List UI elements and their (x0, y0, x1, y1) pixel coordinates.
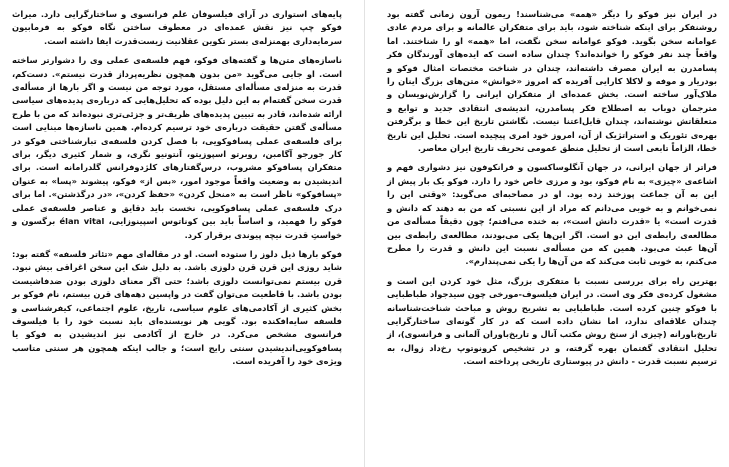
right-paragraph-2: فراتر از جهان ایرانی، در جهان آنگلوساکسون و فرانکوفون نیز دشواری فهم و اشاعه‌ی «چیزی» به نام فوکو، بود و مرزی خاص خود را دارد. فوکو یک بار پیش از این به آن جماعت پوزخند زده بود. او در مصاحبه‌ای می‌گوید: «وقتی این را نمی‌خوانم و به خوبی می‌دانم که مراد از این نسبتی که من به دهند که دانش و قدرت است» یا «قدرت دانش است»، به خنده می‌افتم؛ چون دقیقاً مسأله‌ی من مطالعه‌ی رابطه‌ی این دو است. اگر این‌ها یکی می‌بودند، مطالعه‌ی رابطه‌ی بین آن‌ها عبث می‌بود. همین که من مسأله‌ی نسبت این دانش و قدرت را مطرح می‌کنم، به خوبی ثابت می‌کند که من آن‌ها را یکی نمی‌پندارم». (387, 162, 717, 267)
left-page (0, 0, 364, 467)
right-paragraph-1: در ایران نیز فوکو را دیگر «همه» می‌شناسند! ریمون آرون زمانی گفته بود روشنفکر برای اینکه شناخته شود، باید برای متفکران عالمانه و برای مردم عادی عوامانه سخن بگوید. فوکو عوامانه سخن نگفت، اما «همه» او را شناختند. اما واقعاً چند نفر فوکو را خوانده‌اند؟ چندان ساده است که ایده‌های آورندگان فکر پسامدرن به ایران مصرف داشته‌اند، چندان در شناخت مختصات امثال فوکو و بودریار و موفه و لاکلا کارایی آفریده که امروز «خوانش» متن‌های بزرگ اینان را ملاک‌آور ساخته است. بخش عمده‌ای از متفکران ایرانی را گزارش‌نویسان و مترجمان دوباب به اصطلاح فکر پسامدرن، اندیشه‌ی انتقادی جدید و توابع و متعلقاتش نوشته‌اند، چندان قابل‌اعتنا نیست. نگاشتن تاریخ این خطا و برگرفتن بهره‌ی تئوریک و استراتژیک از آن، امروز خود امری پیچیده است. تحلیل این تاریخ خطا، الزاماً تابعی است از تحلیل منطق عمومی تحریف تاریخ ایران معاصر. (387, 9, 717, 154)
right-page (365, 0, 729, 467)
left-paragraph-2: ناسازه‌های متن‌ها و گفته‌های فوکو، فهم فلسفه‌ی عملی وی را دشوارتر ساخته است. او جایی می‌گوید «من بدون همچون نظریه‌پرداز قدرت نیستم». دست‌کم، قدرت به منزله‌ی مسأله‌ای مستقل، مورد توجه من نیست و اگر بارها از مسأله‌ی قدرت سخن گفته‌ام به این دلیل بوده که تحلیل‌هایی که درباره‌ی پدیده‌های سیاسی ارائه شده‌اند، قادر به تبیین پدیده‌های ظریف‌تر و جزئی‌تری نبوده‌اند که من با طرح مسأله‌ی گفتن حقیقت درباره‌ی خود ترسیم کرده‌ام. همین ناسازه‌ها مبنایی است برای فلسفه‌ی عملی پسافوکویی، با فصل کردن فلسفه‌ی تبارشناختی فوکو در کار جورجو آگامبن، روبرتو اسپوزیتو، آنتونیو نگری، و شمار کثیری دیگر، برای متفکران پسافوکو مشروب، درس‌گفتارهای کلژدوفرانس گلدرامانه است. برای اندیشیدن به وضعیت واقعاً موجود امور، «بس از» فوکو، پیشوند «پسا» به عنوان «پسافوکو» ناظر است به «منحل کردن» «حفظ کردن»، «در درگذشتن». اما برای درک فلسفه‌ی عملی پسافوکویی، نخست باید دقایق و عناصر فلسفه‌ی عملی فوکو را فهمید، و اساساً باید بین کوناتوس اسپینوزایی، élan vital برگسون و خواستِ قدرت نیچه پیوندی برقرار کرد. (12, 55, 342, 240)
right-paragraph-3: بهترین راه برای بررسی نسبت با متفکری بزرگ، مثل خود کردن این است و مشغول کرده‌ی فکر وی است. در ایران فیلسوف-مورخی چون سیدجواد طباطبایی با فوکو چنین کرده است. طباطبایی به تشریح روش و مباحث شناخت‌شناسانه چندان علاقه‌ای ندارد، اما نشان داده است که در کار گونه‌ای ساختارگرایی تاریخ‌باورانه (چیزی از سنخ روش مکتب آنال و تاریخ‌باوران آلمانی و فرانسوی)، از تحلیل انتقادی گفتمان بهره گرفته، و در تشخیص کرونوتوپ رخ‌داد زوال، به ترسیم نسبت قدرت - دانش در پیوستاری تاریخی پرداخته است. (387, 275, 717, 367)
left-paragraph-1: پایه‌های استواری در آرای فیلسوفان علم فرانسوی و ساختارگرایی دارد. میراث فوکو چپ نیز نقش عمده‌ای در معطوف ساختن نگاه فوکو به فرمابیون سرمایه‌داری بهمنزله‌ی بستر تکوین عقلانیت زیست‌قدرت ایفا داشته است. (12, 9, 342, 46)
left-paragraph-3: فوکو بارها ذیل دلوز را ستوده است. او در مقاله‌ای مهم «تئاتر فلسفه» گفته بود: شاید روزی این قرن قرن دلوزی باشد. به دلیل شک این سخن اغراقی بیش نبود. قرن بیستم نمی‌توانست دلوزی باشد؛ حتی اگر معنای دلوزی بودن ضدفاشیست بودن باشد. با قاطعیت می‌توان گفت در واپسین دهه‌های قرن بیستم، نام فوکو بر بخش کثیری از آکادمی‌های علوم سیاسی، تاریخ، علوم اجتماعی، کیفرشناسی و فلسفه سایه‌افکنده بود. گویی هر نویسنده‌ای باید نسبت خود را با فیلسوف فرانسوی مشخص می‌کرد. در خارج از آکادمی نیز اندیشیدن به فوکو یا پسافوکویی‌اندیشیدن سنتی رایج است؛ و جالب اینکه همچون هر سنتی متاسب ویژه‌ی خود را آفریده است. (12, 248, 342, 367)
